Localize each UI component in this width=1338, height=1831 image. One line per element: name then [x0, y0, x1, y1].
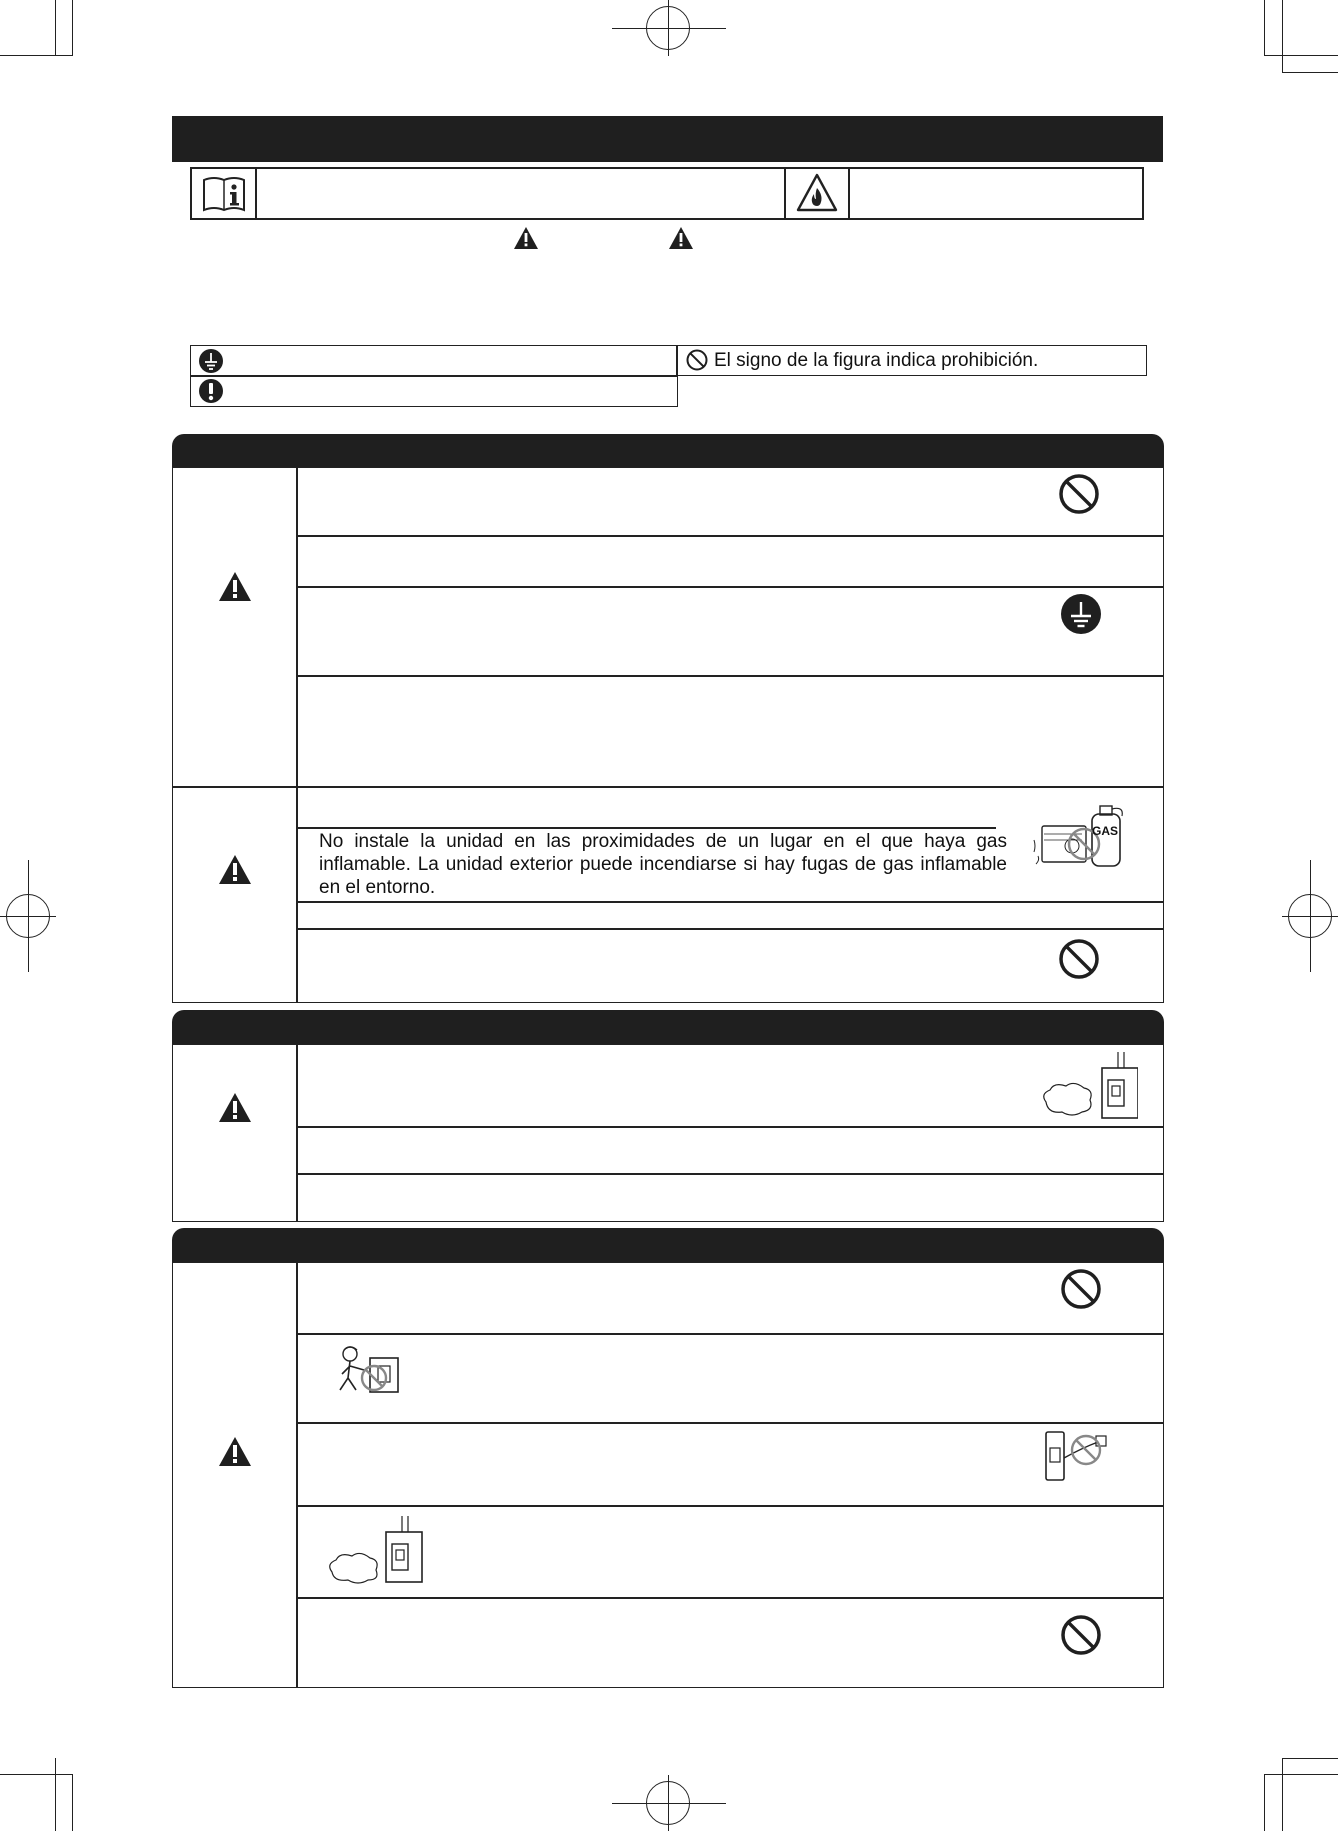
flammable-icon: [795, 172, 839, 214]
header-bar: [172, 116, 1163, 162]
manual-info-icon: [200, 174, 248, 214]
info-box: [190, 167, 1144, 220]
breaker-icon: [1038, 1050, 1138, 1122]
gas-leak-warning-text: No instale la unidad en las proximidades de un lugar en el que haya gas inflamable. La unidad exterior puede incendiarse si hay fugas de gas inflamable en el entorno.: [319, 831, 1007, 898]
warning-icon: [513, 226, 539, 250]
breaker-icon: [326, 1514, 426, 1586]
warning-icon: [218, 854, 252, 885]
prohibition-icon: [1058, 938, 1100, 980]
prohibition-legend-text: El signo de la figura indica prohibición.: [714, 350, 1039, 371]
section-2-panel: [172, 1044, 1164, 1222]
section-3-panel: [172, 1262, 1164, 1688]
section-1-panel: [172, 467, 1164, 1003]
section-2-header: [172, 1010, 1164, 1045]
prohibition-icon: [1060, 1614, 1102, 1656]
mandatory-icon: [198, 378, 224, 404]
warning-icon: [218, 1092, 252, 1123]
section-1-header: [172, 434, 1164, 468]
section-3-header: [172, 1228, 1164, 1263]
ground-icon: [198, 348, 224, 374]
warning-icon: [218, 571, 252, 602]
prohibition-icon: [1060, 1268, 1102, 1310]
gas-cylinder-label: GAS: [1092, 824, 1119, 838]
worker-icon: [330, 1344, 410, 1404]
warning-icon: [668, 226, 694, 250]
plug-icon: [1042, 1428, 1118, 1490]
prohibition-icon: [686, 349, 708, 371]
ground-icon: [1060, 593, 1102, 635]
prohibition-icon: [1058, 473, 1100, 515]
warning-icon: [218, 1436, 252, 1467]
